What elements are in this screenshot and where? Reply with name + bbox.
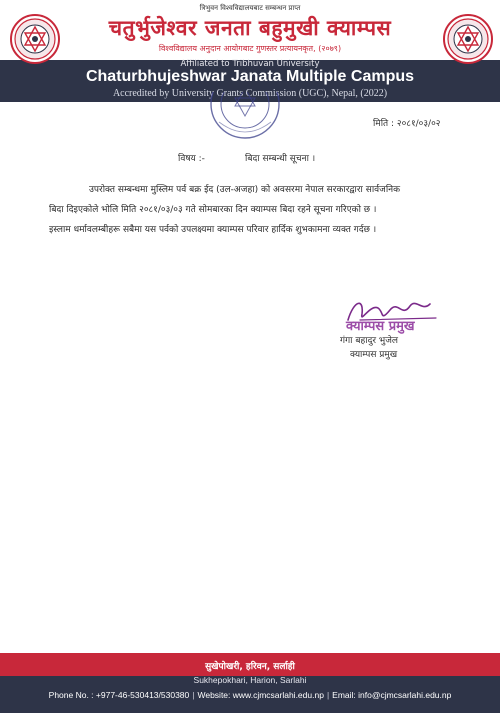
footer-email-link[interactable]: Email: info@cjmcsarlahi.edu.np [332, 690, 452, 700]
footer-contact-row [0, 690, 500, 700]
notice-body-line: बिदा दिइएकोले भोलि मिति २०८१/०३/०३ गते सोमबारका दिन क्याम्पस बिदा रहने सूचना गरिएको छ । [49, 205, 377, 215]
campus-name-en: Chaturbhujeshwar Janata Multiple Campus [85, 68, 415, 85]
subject-text: बिदा सम्बन्धी सूचना । [245, 154, 316, 164]
campus-name-np: चतुर्भुजेश्वर जनता बहुमुखी क्याम्पस [108, 16, 392, 40]
official-seal-stamp [209, 92, 281, 142]
signatory-name: गंगा बहादुर भुजेल [340, 336, 399, 346]
notice-body-line: इस्लाम धर्मावलम्बीहरू सबैमा यस पर्वको उपलक्ष्यमा क्याम्पस परिवार हार्दिक शुभकामना व्यक्त गर्दछ । [49, 225, 377, 235]
signatory-title: क्याम्पस प्रमुख [350, 350, 398, 360]
handwritten-signature [340, 290, 450, 334]
footer-address-en: Sukhepokhari, Harion, Sarlahi [193, 675, 307, 685]
affiliation-note-np: त्रिभुवन विश्वविद्यालयबाट सम्बन्धन प्राप्त [199, 4, 301, 12]
notice-body-line: उपरोक्त सम्बन्धमा मुस्लिम पर्व बक्र ईद (उल-अजहा) को अवसरमा नेपाल सरकारद्वारा सार्वजनिक [89, 185, 401, 195]
footer-separator: | [192, 690, 195, 700]
accreditation-note-en: Accredited by University Grants Commission (UGC), Nepal, (2022) [112, 88, 388, 99]
svg-text:क्याम्पस प्रमुख: क्याम्पस प्रमुख [346, 319, 415, 334]
footer-phone: Phone No. : +977-46-530413/530380 [48, 690, 190, 700]
footer-address-np: सुखेपोखरी, हरिवन, सर्लाही [205, 662, 295, 672]
footer-separator: | [326, 690, 330, 700]
notice-date: मिति : २०८१/०३/०२ [373, 119, 441, 129]
notice-body [49, 180, 469, 240]
accreditation-note-np: विश्वविद्यालय अनुदान आयोगबाट गुणस्तर प्रत्यायनकृत, (२०७९) [158, 44, 342, 53]
footer-website-link[interactable]: Website: www.cjmcsarlahi.edu.np [197, 690, 324, 700]
affiliation-note-en: Affiliated to Tribhuvan University [180, 59, 320, 69]
subject-label: विषय :- [178, 154, 205, 164]
